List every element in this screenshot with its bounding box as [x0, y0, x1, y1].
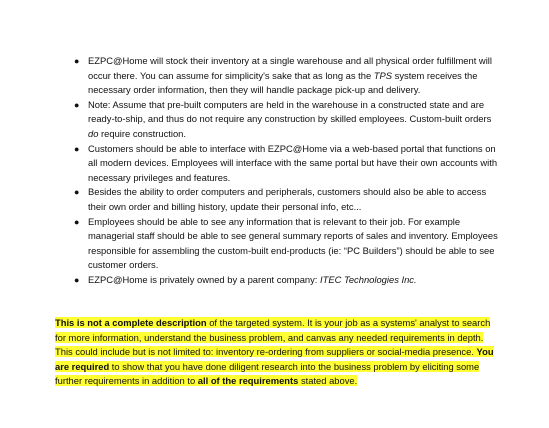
bullet-icon: ●: [74, 274, 80, 285]
bullet-icon: ●: [74, 143, 80, 154]
notice-bold: all of the requirements: [197, 375, 299, 387]
item-italic: ITEC Technologies Inc.: [320, 273, 417, 285]
highlighted-notice: [55, 316, 503, 389]
notice-text: of the targeted system. It is your job as a systems' analyst to search for more information, understand the business problem, and canvas any needed requirements in depth. This could include but is not limited to: inventory re-ordering from suppliers or social-media presence.: [55, 317, 491, 358]
item-text: Note: Assume that pre-built computers are held in the warehouse in a constructed state and are ready-to-ship, and thus do not require any construction by skilled employees. Custom-built orders: [88, 98, 492, 125]
bullet-icon: ●: [74, 187, 80, 198]
item-text: require construction.: [98, 127, 186, 139]
item-text: Employees should be able to see any information that is relevant to their job. For example managerial staff should be able to see general summary reports of sales and inventory. Employees responsible for assembling the custom-built end-products (ie: “PC Builders”) should be able to see customer orders.: [88, 215, 498, 271]
list-item: [74, 185, 504, 214]
notice-text: stated above.: [298, 375, 358, 387]
item-text: Besides the ability to order computers and peripherals, customers should also be able to access their own order and billing history, update their personal info, etc...: [88, 186, 487, 212]
notice-bold: You are required: [55, 346, 494, 372]
item-text: EZPC@Home will stock their inventory at a single warehouse and all physical order fulfillment will occur there. You can assume for simplicity's sake that as long as the: [88, 55, 492, 81]
item-italic: do: [88, 127, 99, 139]
list-item: [74, 54, 504, 98]
item-text: Customers should be able to interface with EZPC@Home via a web-based portal that functions on all modern devices. Employees will interface with the same portal but have their own accounts with necessary privileges and features.: [88, 142, 498, 183]
bullet-icon: ●: [74, 99, 80, 110]
list-item: [74, 98, 504, 142]
notice-bold: This is not a complete description: [55, 317, 207, 328]
list-item: [74, 142, 504, 186]
bullet-icon: ●: [74, 56, 80, 66]
item-text: system receives the necessary order information, then they will handle package pick-up and delivery.: [88, 69, 478, 96]
list-item: [74, 273, 504, 288]
requirements-list: [74, 54, 504, 288]
item-italic: TPS: [373, 69, 393, 81]
item-text: EZPC@Home is privately owned by a parent company:: [88, 273, 321, 285]
notice-text: to show that you have done diligent research into the business problem by eliciting some further requirements in addition to: [55, 360, 480, 387]
list-item: [74, 215, 504, 273]
bullet-icon: ●: [74, 216, 80, 227]
